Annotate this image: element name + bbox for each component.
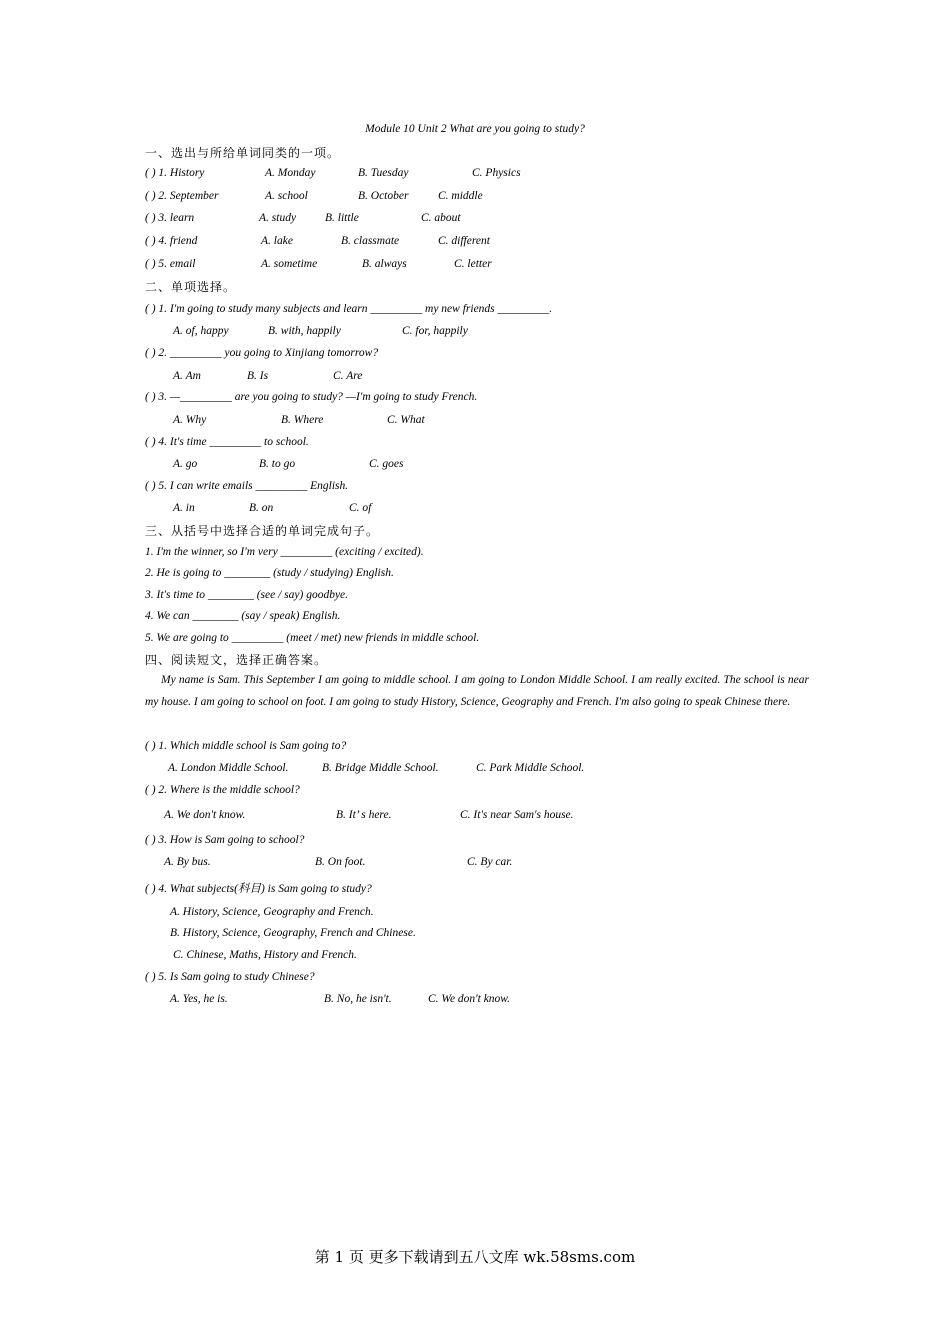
s4-q4-c: C. Chinese, Maths, History and French.	[173, 949, 357, 961]
s1-q1-a: A. Monday	[265, 167, 316, 179]
s4-q3-b: B. On foot.	[315, 856, 366, 868]
s3-q3: 3. It's time to ________ (see / say) goodbye.	[145, 589, 349, 601]
s1-q5-b: B. always	[362, 258, 407, 270]
s1-q1-c: C. Physics	[472, 167, 521, 179]
reading-passage: My name is Sam. This September I am going to middle school. I am going to London Middle School. I am really excited. The school is near my house. I am going to school on foot. I am going to study History, Science, Geography and French. I'm also going to speak Chinese there.	[145, 674, 809, 708]
s2-q3-b: B. Where	[281, 414, 324, 426]
s2-q2-a: A. Am	[173, 370, 201, 382]
s4-q2: ( ) 2. Where is the middle school?	[145, 784, 300, 796]
s4-q3-a: A. By bus.	[164, 856, 211, 868]
s1-q3: ( ) 3. learn	[145, 212, 195, 224]
s2-q5-a: A. in	[173, 502, 195, 514]
s2-q5-c: C. of	[349, 502, 372, 514]
s4-q3: ( ) 3. How is Sam going to school?	[145, 834, 305, 846]
s4-q5-a: A. Yes, he is.	[170, 993, 228, 1005]
s3-q4: 4. We can ________ (say / speak) English.	[145, 610, 341, 622]
s4-q4-a: A. History, Science, Geography and French.	[170, 906, 374, 918]
s4-q4-b: B. History, Science, Geography, French and Chinese.	[170, 927, 416, 939]
s1-q4: ( ) 4. friend	[145, 235, 198, 247]
s4-q1-b: B. Bridge Middle School.	[322, 762, 439, 774]
s4-q2-b: B. It’ s here.	[336, 809, 392, 821]
s4-q5-b: B. No, he isn't.	[324, 993, 392, 1005]
s1-q4-b: B. classmate	[341, 235, 400, 247]
page-title: Module 10 Unit 2 What are you going to study?	[365, 123, 585, 135]
section-2-heading: 二、单项选择。	[145, 280, 237, 294]
s2-q4-c: C. goes	[369, 458, 404, 470]
s1-q2-a: A. school	[265, 190, 308, 202]
s2-q1-b: B. with, happily	[268, 325, 341, 337]
s1-q3-c: C. about	[421, 212, 461, 224]
s4-q2-a: A. We don't know.	[164, 809, 246, 821]
s1-q2-c: C. middle	[438, 190, 483, 202]
s2-q5: ( ) 5. I can write emails _________ English.	[145, 480, 349, 492]
s1-q1: ( ) 1. History	[145, 167, 205, 179]
s1-q5-c: C. letter	[454, 258, 492, 270]
s1-q1-b: B. Tuesday	[358, 167, 409, 179]
s1-q2: ( ) 2. September	[145, 190, 219, 202]
page-footer: 第 1 页 更多下载请到五八文库 wk.58sms.com	[314, 1248, 636, 1266]
s1-q3-b: B. little	[325, 212, 359, 224]
s4-q1-c: C. Park Middle School.	[476, 762, 585, 774]
section-3-heading: 三、从括号中选择合适的单词完成句子。	[145, 524, 380, 538]
s4-q1-a: A. London Middle School.	[168, 762, 289, 774]
s2-q5-b: B. on	[249, 502, 274, 514]
s2-q2: ( ) 2. _________ you going to Xinjiang tomorrow?	[145, 347, 379, 359]
s3-q1: 1. I'm the winner, so I'm very _________ (exciting / excited).	[145, 546, 424, 558]
s2-q4-a: A. go	[173, 458, 198, 470]
s2-q4: ( ) 4. It's time _________ to school.	[145, 436, 309, 448]
s4-q4: ( ) 4. What subjects(科目) is Sam going to study?	[145, 883, 372, 895]
s2-q3-a: A. Why	[173, 414, 207, 426]
s2-q3: ( ) 3. —_________ are you going to study? —I'm going to study French.	[145, 391, 478, 403]
s4-q5-c: C. We don't know.	[428, 993, 510, 1005]
s1-q4-a: A. lake	[261, 235, 293, 247]
s3-q2: 2. He is going to ________ (study / studying) English.	[145, 567, 394, 579]
s2-q1: ( ) 1. I'm going to study many subjects and learn _________ my new friends _________.	[145, 303, 553, 315]
s3-q5: 5. We are going to _________ (meet / met) new friends in middle school.	[145, 632, 480, 644]
s2-q1-a: A. of, happy	[173, 325, 229, 337]
s1-q2-b: B. October	[358, 190, 409, 202]
s2-q3-c: C. What	[387, 414, 425, 426]
s2-q4-b: B. to go	[259, 458, 296, 470]
s4-q3-c: C. By car.	[467, 856, 513, 868]
s2-q2-b: B. Is	[247, 370, 269, 382]
s1-q5-a: A. sometime	[261, 258, 318, 270]
s1-q4-c: C. different	[438, 235, 490, 247]
s4-q2-c: C. It's near Sam's house.	[460, 809, 574, 821]
s1-q5: ( ) 5. email	[145, 258, 196, 270]
s4-q5: ( ) 5. Is Sam going to study Chinese?	[145, 971, 315, 983]
s2-q1-c: C. for, happily	[402, 325, 468, 337]
section-4-heading: 四、阅读短文，选择正确答案。	[145, 653, 328, 667]
s2-q2-c: C. Are	[333, 370, 363, 382]
section-1-heading: 一、选出与所给单词同类的一项。	[145, 146, 341, 160]
s4-q1: ( ) 1. Which middle school is Sam going to?	[145, 740, 347, 752]
s1-q3-a: A. study	[259, 212, 297, 224]
